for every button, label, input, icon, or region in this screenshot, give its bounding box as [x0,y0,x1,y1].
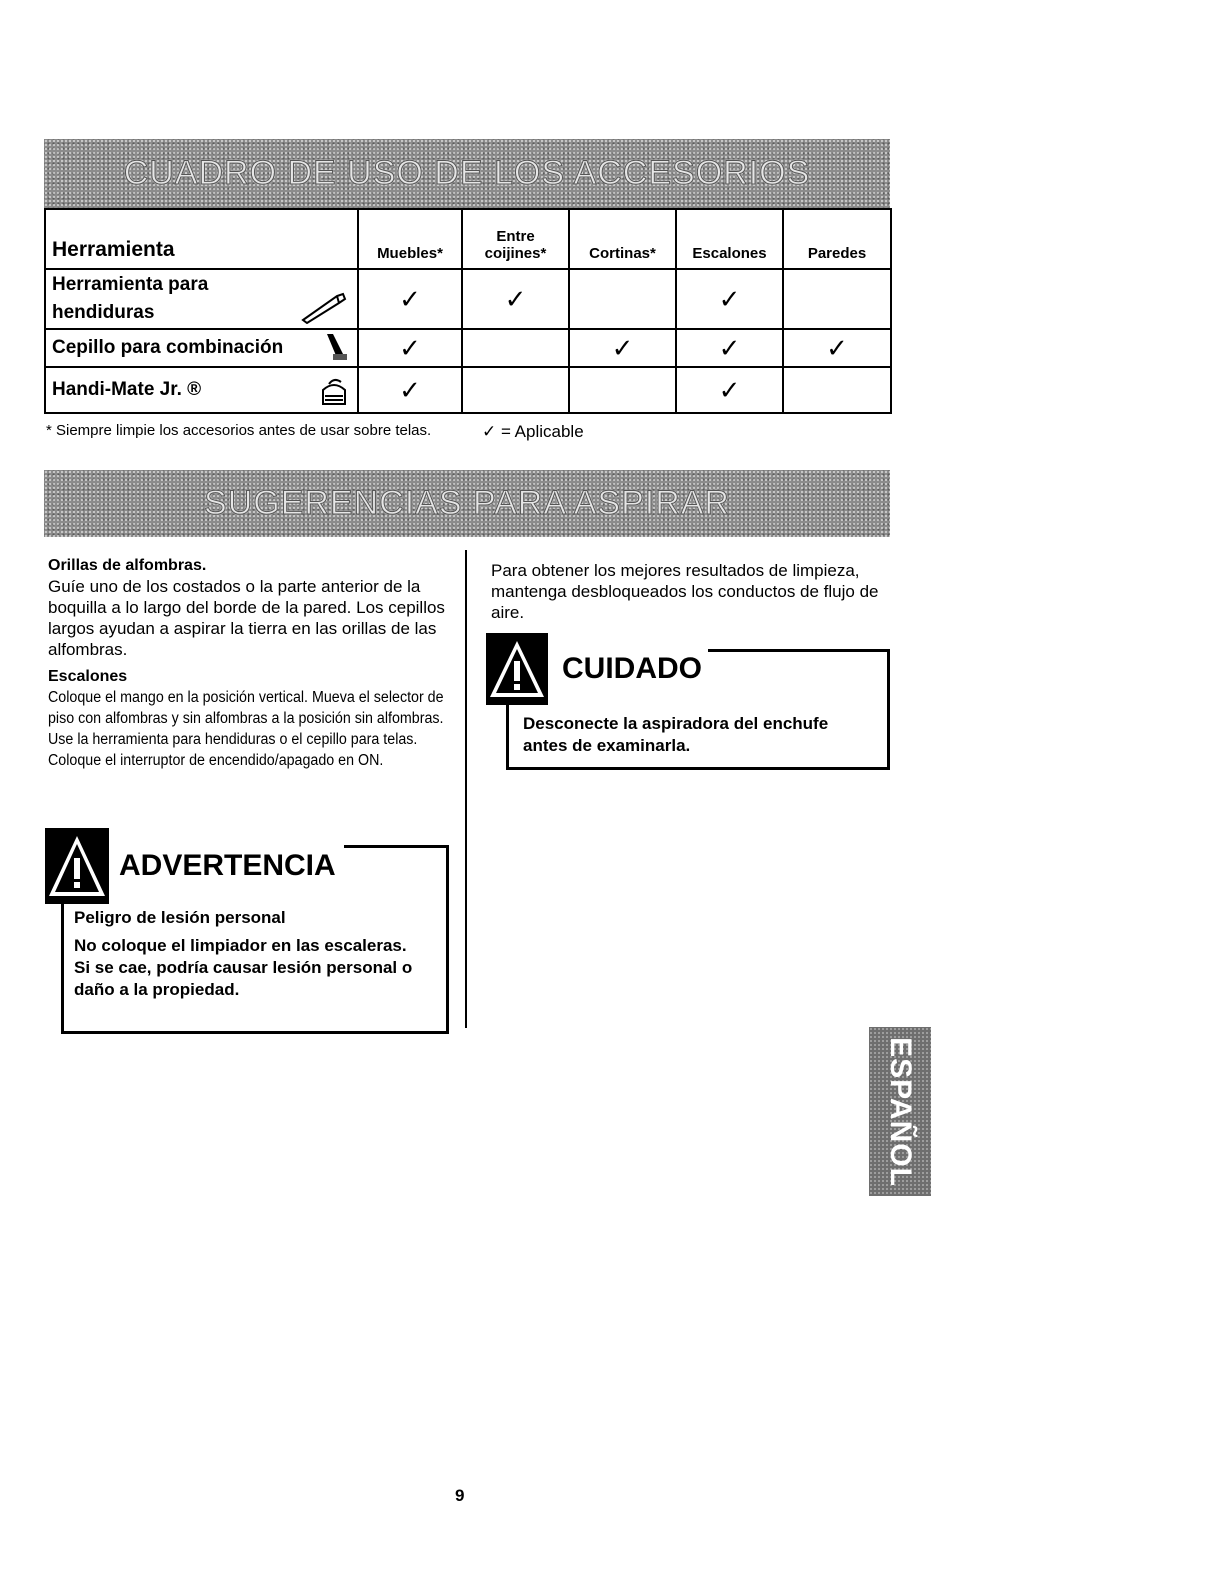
warning-line1: Peligro de lesión personal [74,908,286,927]
airflow-text: Para obtener los mejores resultados de limpieza, mantenga desbloqueados los conductos de flujo de aire. [491,561,879,622]
warning-header [45,828,344,904]
header-stairs: Escalones [676,209,783,269]
accessory-chart-title: CUADRO DE USO DE LOS ACCESORIOS [123,154,811,192]
stairs-text: Coloque el mango en la posición vertical. Mueva el selector de piso con alfombras y sin alfombras a la posición sin alfombras. Use la herramienta para hendiduras o el cepillo para telas. Coloque el interruptor de encendido/apagado en ON. [48,689,444,769]
left-column [48,555,448,777]
check-cell: ✓ [569,329,676,367]
tool-name-line2: hendiduras [52,302,155,323]
table-row [45,367,891,413]
header-walls: Paredes [783,209,891,269]
tips-title: SUGERENCIAS PARA ASPIRAR [204,484,730,522]
tool-name-line1: Handi-Mate Jr. ® [52,379,202,400]
warning-triangle-icon [45,828,109,904]
check-cell: ✓ [358,329,462,367]
tool-cell [45,329,358,367]
caution-text: Desconecte la aspiradora del enchufe antes de examinarla. [523,714,829,755]
handi-mate-icon [319,376,349,408]
check-cell: ✓ [783,329,891,367]
check-cell: ✓ [462,269,569,329]
column-divider [465,550,467,1028]
header-cushions-line1: Entre [496,228,535,245]
rugs-text: Guíe uno de los costados o la parte anterior de la boquilla a lo largo del borde de la pared. Los cepillos largos ayudan a aspirar la tierra en las orillas de las alfombras. [48,577,445,659]
check-cell [783,269,891,329]
combination-brush-icon [323,332,349,362]
page-number: 9 [455,1486,465,1505]
footnote: * Siempre limpie los accesorios antes de usar sobre telas. [46,422,432,439]
caution-title: CUIDADO [562,652,702,685]
header-tool: Herramienta [45,209,358,269]
header-furniture: Muebles* [358,209,462,269]
warning-triangle-icon [486,633,548,705]
check-cell: ✓ [676,269,783,329]
caution-header [486,633,708,705]
language-tab [869,1027,931,1196]
warning-title: ADVERTENCIA [119,849,336,882]
table-header-row [45,209,891,269]
table-row [45,329,891,367]
tool-name-line1: Herramienta para [52,274,209,295]
stairs-heading: Escalones [48,668,128,685]
check-cell [569,367,676,413]
check-cell [783,367,891,413]
check-cell: ✓ [676,367,783,413]
legend: ✓ = Aplicable [482,422,584,441]
tips-banner [44,470,890,537]
check-cell [462,329,569,367]
warning-body [74,907,424,1001]
header-cushions [462,209,569,269]
check-cell [462,367,569,413]
accessory-table [44,208,892,414]
header-curtains: Cortinas* [569,209,676,269]
check-cell: ✓ [358,269,462,329]
warning-text: No coloque el limpiador en las escaleras. Si se cae, podría causar lesión personal o daño a la propiedad. [74,936,413,999]
crevice-tool-icon [299,290,349,324]
check-cell: ✓ [358,367,462,413]
rugs-heading: Orillas de alfombras. [48,557,207,574]
tool-cell [45,269,358,329]
table-row [45,269,891,329]
header-cushions-line2: coijines* [484,245,547,262]
tool-cell [45,367,358,413]
language-tab-label: ESPAÑOL [884,1036,918,1187]
check-cell [569,269,676,329]
accessory-chart-banner [44,139,890,208]
check-cell: ✓ [676,329,783,367]
tool-name-line1: Cepillo para combinación [52,337,284,358]
